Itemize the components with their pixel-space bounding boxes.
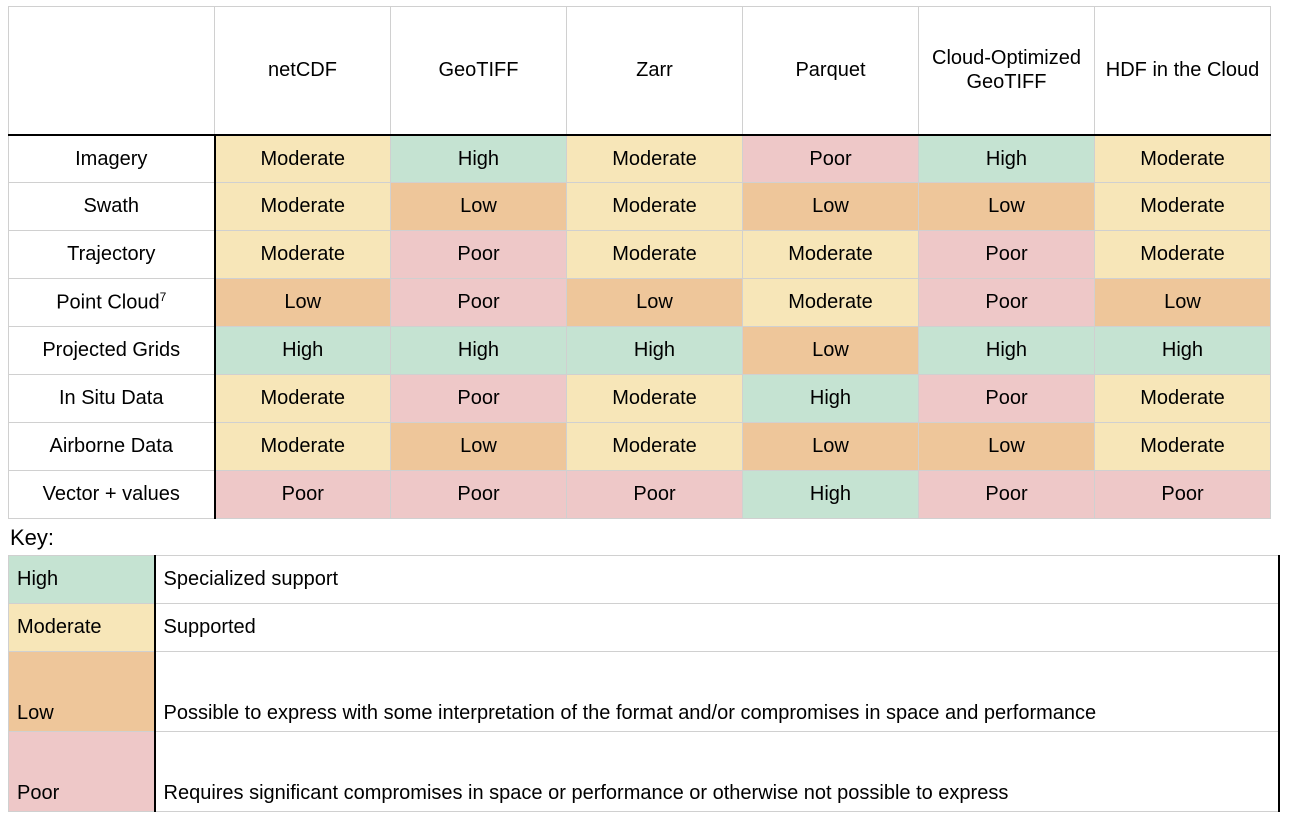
cell-trajectory-netcdf: Moderate <box>215 231 391 279</box>
cell-in-situ-netcdf: Moderate <box>215 375 391 423</box>
cell-imagery-geotiff: High <box>391 135 567 183</box>
key-row-high <box>9 556 1280 604</box>
row-label-vector-plus-values <box>9 471 215 519</box>
cell-trajectory-cog: Poor <box>919 231 1095 279</box>
cell-imagery-netcdf: Moderate <box>215 135 391 183</box>
cell-projected-grids-zarr: High <box>567 327 743 375</box>
key-label-low: Low <box>9 652 155 732</box>
cell-projected-grids-netcdf: High <box>215 327 391 375</box>
table-row <box>9 231 1271 279</box>
row-label-swath <box>9 183 215 231</box>
key-title: Key: <box>10 525 55 550</box>
column-header-netcdf: netCDF <box>215 7 391 135</box>
footnote-marker: 7 <box>159 289 167 304</box>
column-header-parquet: Parquet <box>743 7 919 135</box>
table-row <box>9 135 1271 183</box>
row-label-text: Imagery <box>75 147 148 170</box>
cell-vector-cog: Poor <box>919 471 1095 519</box>
cell-vector-zarr: Poor <box>567 471 743 519</box>
matrix-header-row <box>9 7 1271 135</box>
cell-in-situ-geotiff: Poor <box>391 375 567 423</box>
cell-point-cloud-geotiff: Poor <box>391 279 567 327</box>
key-label-high: High <box>9 556 155 604</box>
row-label-airborne-data <box>9 423 215 471</box>
cell-swath-cog: Low <box>919 183 1095 231</box>
key-table <box>8 555 1280 812</box>
row-label-text: Projected Grids <box>42 339 181 362</box>
row-label-in-situ-data <box>9 375 215 423</box>
cell-in-situ-parquet: High <box>743 375 919 423</box>
cell-swath-geotiff: Low <box>391 183 567 231</box>
table-row <box>9 327 1271 375</box>
cell-trajectory-parquet: Moderate <box>743 231 919 279</box>
cell-airborne-hdf: Moderate <box>1095 423 1271 471</box>
matrix-corner-cell <box>9 7 215 135</box>
table-row <box>9 279 1271 327</box>
row-label-point-cloud <box>9 279 215 327</box>
cell-point-cloud-cog: Poor <box>919 279 1095 327</box>
table-row <box>9 375 1271 423</box>
cell-imagery-parquet: Poor <box>743 135 919 183</box>
cell-swath-zarr: Moderate <box>567 183 743 231</box>
column-header-hdf-in-the-cloud: HDF in the Cloud <box>1095 7 1271 135</box>
row-label-imagery <box>9 135 215 183</box>
row-label-text: Trajectory <box>67 243 156 266</box>
row-label-text: In Situ Data <box>58 387 164 410</box>
key-row-poor <box>9 732 1280 812</box>
key-description-low: Possible to express with some interpretation of the format and/or compromises in space and performance <box>155 652 1280 732</box>
key-row-moderate <box>9 604 1280 652</box>
cell-projected-grids-parquet: Low <box>743 327 919 375</box>
row-label-text: Airborne Data <box>49 435 173 458</box>
row-label-text: Swath <box>83 195 140 218</box>
cell-airborne-cog: Low <box>919 423 1095 471</box>
key-label-moderate: Moderate <box>9 604 155 652</box>
key-label-poor: Poor <box>9 732 155 812</box>
row-label-text: Vector + values <box>42 483 180 506</box>
row-label-trajectory <box>9 231 215 279</box>
cell-vector-hdf: Poor <box>1095 471 1271 519</box>
cell-in-situ-cog: Poor <box>919 375 1095 423</box>
cell-projected-grids-geotiff: High <box>391 327 567 375</box>
matrix-body <box>9 135 1271 519</box>
cell-projected-grids-hdf: High <box>1095 327 1271 375</box>
column-header-zarr: Zarr <box>567 7 743 135</box>
table-row <box>9 471 1271 519</box>
cell-point-cloud-netcdf: Low <box>215 279 391 327</box>
cell-swath-parquet: Low <box>743 183 919 231</box>
format-support-matrix <box>8 6 1271 519</box>
cell-vector-geotiff: Poor <box>391 471 567 519</box>
cell-point-cloud-zarr: Low <box>567 279 743 327</box>
cell-airborne-zarr: Moderate <box>567 423 743 471</box>
cell-airborne-netcdf: Moderate <box>215 423 391 471</box>
key-row-low <box>9 652 1280 732</box>
key-description-poor: Requires significant compromises in space or performance or otherwise not possible to express <box>155 732 1280 812</box>
table-row <box>9 423 1271 471</box>
cell-airborne-parquet: Low <box>743 423 919 471</box>
key-description-moderate: Supported <box>155 604 1280 652</box>
cell-trajectory-hdf: Moderate <box>1095 231 1271 279</box>
column-header-cloud-optimized-geotiff: Cloud-Optimized GeoTIFF <box>919 7 1095 135</box>
cell-in-situ-hdf: Moderate <box>1095 375 1271 423</box>
column-header-geotiff: GeoTIFF <box>391 7 567 135</box>
key-description-high: Specialized support <box>155 556 1280 604</box>
cell-vector-parquet: High <box>743 471 919 519</box>
cell-in-situ-zarr: Moderate <box>567 375 743 423</box>
table-row <box>9 183 1271 231</box>
row-label-projected-grids <box>9 327 215 375</box>
cell-projected-grids-cog: High <box>919 327 1095 375</box>
cell-imagery-zarr: Moderate <box>567 135 743 183</box>
cell-imagery-cog: High <box>919 135 1095 183</box>
cell-trajectory-zarr: Moderate <box>567 231 743 279</box>
cell-vector-netcdf: Poor <box>215 471 391 519</box>
matrix-header <box>9 7 1271 135</box>
cell-swath-netcdf: Moderate <box>215 183 391 231</box>
cell-imagery-hdf: Moderate <box>1095 135 1271 183</box>
cell-point-cloud-parquet: Moderate <box>743 279 919 327</box>
cell-swath-hdf: Moderate <box>1095 183 1271 231</box>
cell-airborne-geotiff: Low <box>391 423 567 471</box>
row-label-text: Point Cloud <box>56 291 160 314</box>
cell-point-cloud-hdf: Low <box>1095 279 1271 327</box>
cell-trajectory-geotiff: Poor <box>391 231 567 279</box>
